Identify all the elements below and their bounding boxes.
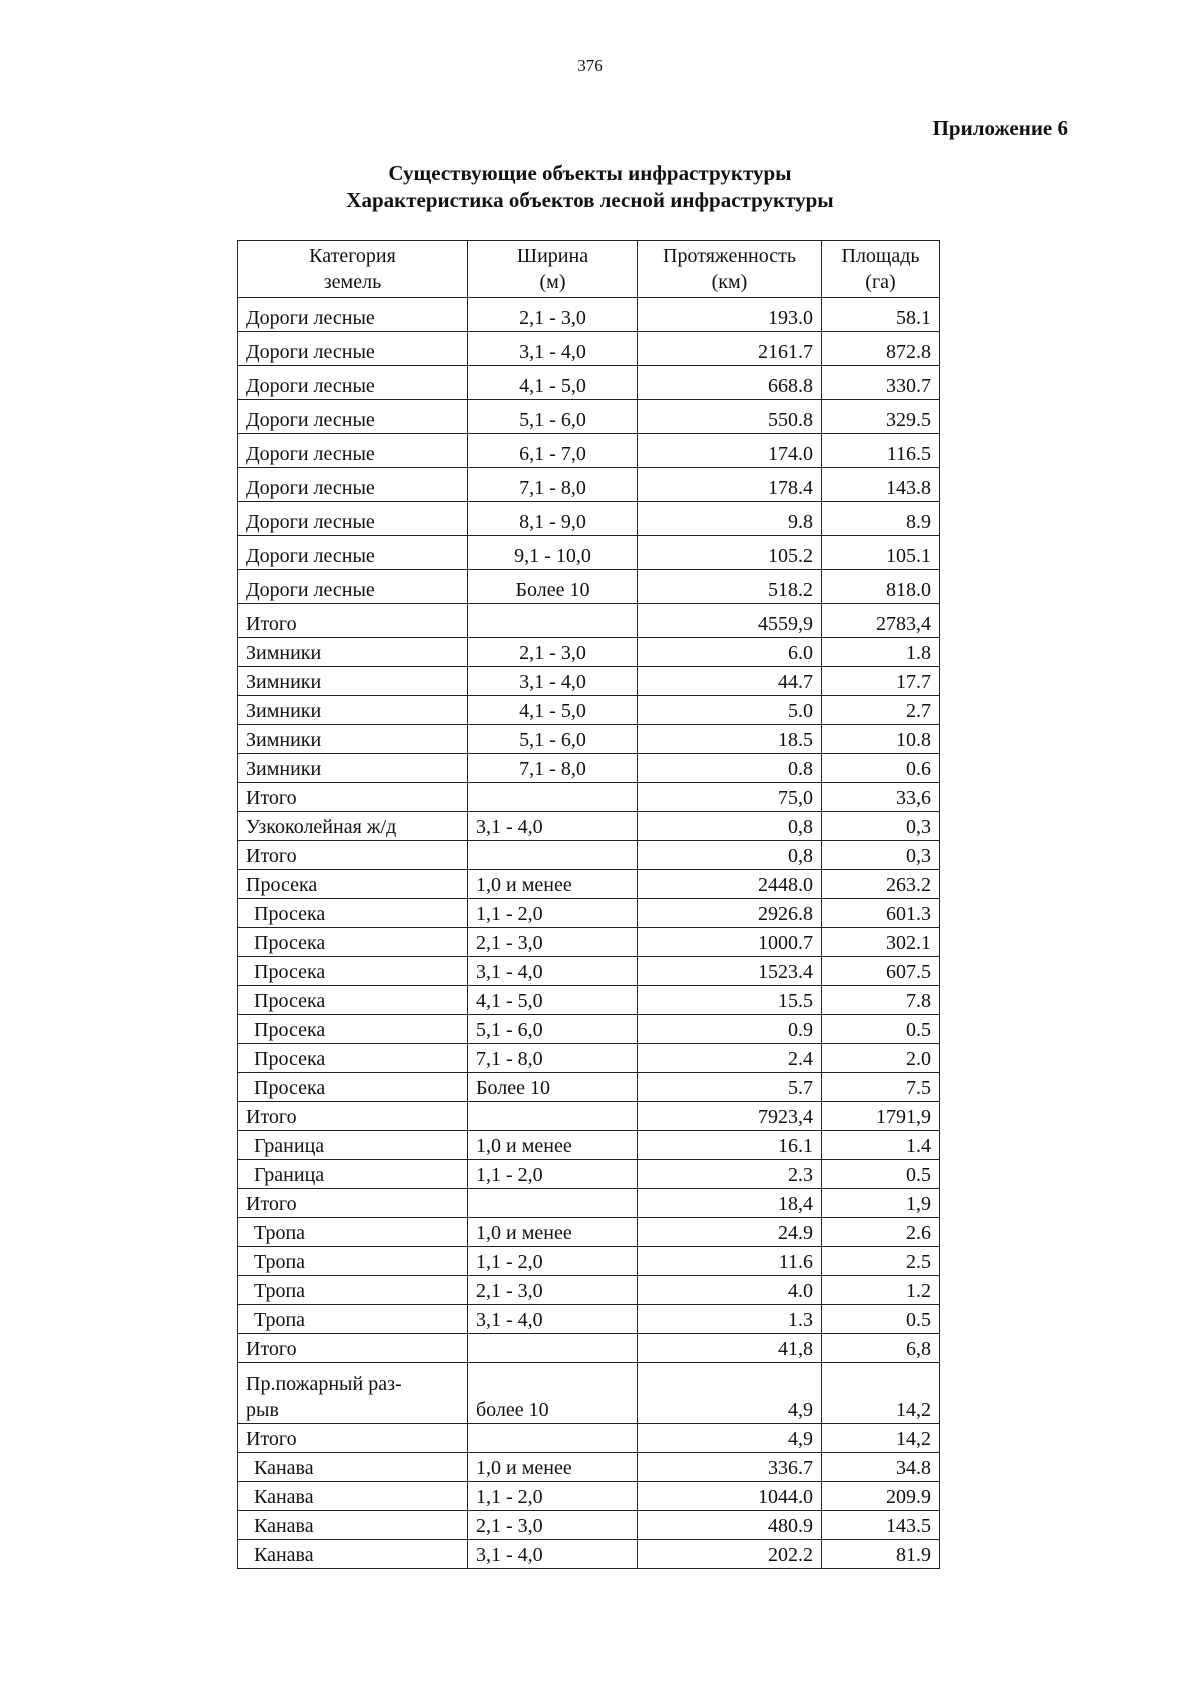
cell-category: Итого (238, 604, 468, 638)
cell-width: 4,1 - 5,0 (468, 366, 638, 400)
table-row (238, 986, 940, 1015)
cell-length: 0.9 (638, 1015, 822, 1044)
header-area (822, 241, 940, 298)
cell-category: Просека (238, 986, 468, 1015)
cell-length: 1000.7 (638, 928, 822, 957)
table-row (238, 1363, 940, 1424)
cell-category: Граница (238, 1160, 468, 1189)
cell-length: 16.1 (638, 1131, 822, 1160)
cell-category: Просека (238, 1044, 468, 1073)
cell-width: 2,1 - 3,0 (468, 638, 638, 667)
cell-area: 116.5 (822, 434, 940, 468)
cell-area: 2.5 (822, 1247, 940, 1276)
cell-length: 174.0 (638, 434, 822, 468)
document-title (0, 160, 1180, 214)
table-row (238, 1015, 940, 1044)
cell-category: Канава (238, 1453, 468, 1482)
cell-area: 607.5 (822, 957, 940, 986)
table-row (238, 1131, 940, 1160)
cell-length: 178.4 (638, 468, 822, 502)
table-row (238, 1247, 940, 1276)
cell-length: 75,0 (638, 783, 822, 812)
cell-length: 480.9 (638, 1511, 822, 1540)
cell-area: 330.7 (822, 366, 940, 400)
cell-area: 0.5 (822, 1305, 940, 1334)
cell-area: 105.1 (822, 536, 940, 570)
cell-length: 0,8 (638, 841, 822, 870)
table-row (238, 1511, 940, 1540)
cell-length: 6.0 (638, 638, 822, 667)
cell-category: Граница (238, 1131, 468, 1160)
cell-category: Итого (238, 1334, 468, 1363)
cell-width: 3,1 - 4,0 (468, 1540, 638, 1569)
table-row (238, 1305, 940, 1334)
table-row (238, 298, 940, 332)
cell-category: Тропа (238, 1247, 468, 1276)
header-length-line-1: Протяженность (663, 245, 796, 267)
cell-area: 1.8 (822, 638, 940, 667)
cell-area: 302.1 (822, 928, 940, 957)
cell-length: 9.8 (638, 502, 822, 536)
cell-area: 6,8 (822, 1334, 940, 1363)
cell-area: 58.1 (822, 298, 940, 332)
cell-area: 7.8 (822, 986, 940, 1015)
cell-width: 1,1 - 2,0 (468, 1482, 638, 1511)
cell-width (468, 1102, 638, 1131)
cell-area: 1.2 (822, 1276, 940, 1305)
cell-width: 3,1 - 4,0 (468, 667, 638, 696)
cell-category: Итого (238, 1102, 468, 1131)
cell-width: 1,0 и менее (468, 1131, 638, 1160)
cell-length: 11.6 (638, 1247, 822, 1276)
cell-category: Просека (238, 899, 468, 928)
cell-length: 668.8 (638, 366, 822, 400)
table-row (238, 696, 940, 725)
cell-length: 193.0 (638, 298, 822, 332)
header-category (238, 241, 468, 298)
cell-category: Дороги лесные (238, 536, 468, 570)
cell-length: 202.2 (638, 1540, 822, 1569)
cell-area: 81.9 (822, 1540, 940, 1569)
cell-area: 0.6 (822, 754, 940, 783)
cell-length: 18.5 (638, 725, 822, 754)
cell-width: 7,1 - 8,0 (468, 1044, 638, 1073)
table-row (238, 899, 940, 928)
header-width (468, 241, 638, 298)
table-row (238, 1189, 940, 1218)
cell-area: 17.7 (822, 667, 940, 696)
cell-area: 209.9 (822, 1482, 940, 1511)
cell-category: Канава (238, 1482, 468, 1511)
table-header (238, 241, 940, 298)
cell-width: 5,1 - 6,0 (468, 725, 638, 754)
cell-category: Зимники (238, 754, 468, 783)
cell-width: 1,1 - 2,0 (468, 899, 638, 928)
cell-category: Дороги лесные (238, 570, 468, 604)
cell-category: Итого (238, 841, 468, 870)
cell-length: 2.3 (638, 1160, 822, 1189)
cell-width (468, 1189, 638, 1218)
cell-category: Дороги лесные (238, 400, 468, 434)
cell-area: 14,2 (822, 1424, 940, 1453)
table-row (238, 434, 940, 468)
cell-category: Итого (238, 783, 468, 812)
cell-length: 0.8 (638, 754, 822, 783)
cell-category: Канава (238, 1540, 468, 1569)
cell-category: Тропа (238, 1218, 468, 1247)
table-row (238, 502, 940, 536)
cell-area: 818.0 (822, 570, 940, 604)
table-row (238, 400, 940, 434)
cell-width (468, 783, 638, 812)
cell-area: 2.0 (822, 1044, 940, 1073)
cell-category: Итого (238, 1424, 468, 1453)
table-row (238, 841, 940, 870)
cell-width: 3,1 - 4,0 (468, 1305, 638, 1334)
cell-width: 1,0 и менее (468, 1453, 638, 1482)
cell-category: Тропа (238, 1305, 468, 1334)
cell-length: 336.7 (638, 1453, 822, 1482)
table-row (238, 957, 940, 986)
cell-width: 8,1 - 9,0 (468, 502, 638, 536)
table-row (238, 812, 940, 841)
cell-length: 2926.8 (638, 899, 822, 928)
table-row (238, 332, 940, 366)
cell-category: Дороги лесные (238, 332, 468, 366)
cell-category: Дороги лесные (238, 502, 468, 536)
cell-area: 8.9 (822, 502, 940, 536)
cell-width: Более 10 (468, 1073, 638, 1102)
cell-area: 33,6 (822, 783, 940, 812)
header-row (238, 241, 940, 298)
cell-length: 105.2 (638, 536, 822, 570)
table-row (238, 1160, 940, 1189)
cell-width: 2,1 - 3,0 (468, 1276, 638, 1305)
cell-category: Тропа (238, 1276, 468, 1305)
cell-length: 44.7 (638, 667, 822, 696)
cell-category: Просека (238, 1073, 468, 1102)
table-row (238, 536, 940, 570)
cell-length: 4559,9 (638, 604, 822, 638)
cell-width: 3,1 - 4,0 (468, 812, 638, 841)
table-row (238, 1102, 940, 1131)
cell-width: 9,1 - 10,0 (468, 536, 638, 570)
cell-length: 41,8 (638, 1334, 822, 1363)
cell-area: 2.7 (822, 696, 940, 725)
infrastructure-table (237, 240, 940, 1569)
cell-category: Канава (238, 1511, 468, 1540)
cell-area: 143.5 (822, 1511, 940, 1540)
table-row (238, 468, 940, 502)
cell-area: 2.6 (822, 1218, 940, 1247)
cell-category: Зимники (238, 696, 468, 725)
cell-width (468, 1424, 638, 1453)
title-line-1: Существующие объекты инфраструктуры (388, 161, 792, 185)
table-row (238, 1540, 940, 1569)
cell-area: 1.4 (822, 1131, 940, 1160)
cell-area: 0,3 (822, 812, 940, 841)
cell-width: 1,0 и менее (468, 870, 638, 899)
cell-width: 3,1 - 4,0 (468, 332, 638, 366)
table-row (238, 1218, 940, 1247)
table-row (238, 754, 940, 783)
table-body (238, 298, 940, 1569)
cell-area: 263.2 (822, 870, 940, 899)
cell-width: 5,1 - 6,0 (468, 1015, 638, 1044)
cell-category: Просека (238, 957, 468, 986)
header-width-line-2: (м) (539, 271, 566, 293)
page-number: 376 (577, 56, 603, 75)
table-row (238, 783, 940, 812)
cell-category: Просека (238, 1015, 468, 1044)
header-area-line-2: (га) (865, 271, 896, 293)
cell-category: Зимники (238, 667, 468, 696)
table-row (238, 725, 940, 754)
cell-width: более 10 (468, 1363, 638, 1424)
cell-length: 1523.4 (638, 957, 822, 986)
table-row (238, 667, 940, 696)
cell-area: 34.8 (822, 1453, 940, 1482)
cell-category: Узкоколейная ж/д (238, 812, 468, 841)
cell-width: 1,0 и менее (468, 1218, 638, 1247)
cell-length: 2448.0 (638, 870, 822, 899)
header-category-line-1: Категория (309, 245, 396, 267)
cell-area: 14,2 (822, 1363, 940, 1424)
infrastructure-table-container (237, 240, 940, 1569)
cell-width: 3,1 - 4,0 (468, 957, 638, 986)
cell-category-line-2: рыв (246, 1399, 279, 1421)
cell-area: 1791,9 (822, 1102, 940, 1131)
cell-length: 5.0 (638, 696, 822, 725)
header-width-line-1: Ширина (516, 245, 589, 267)
cell-length: 5.7 (638, 1073, 822, 1102)
cell-length: 518.2 (638, 570, 822, 604)
table-row (238, 1044, 940, 1073)
cell-length: 15.5 (638, 986, 822, 1015)
cell-width: 2,1 - 3,0 (468, 298, 638, 332)
cell-length: 18,4 (638, 1189, 822, 1218)
cell-width: 1,1 - 2,0 (468, 1247, 638, 1276)
cell-category: Итого (238, 1189, 468, 1218)
cell-area: 601.3 (822, 899, 940, 928)
table-row (238, 570, 940, 604)
cell-length: 24.9 (638, 1218, 822, 1247)
cell-category: Дороги лесные (238, 468, 468, 502)
cell-category: Зимники (238, 725, 468, 754)
cell-category: Просека (238, 928, 468, 957)
appendix-label: Приложение 6 (932, 116, 1068, 140)
cell-area: 0.5 (822, 1015, 940, 1044)
cell-width: 2,1 - 3,0 (468, 1511, 638, 1540)
table-row (238, 1276, 940, 1305)
table-row (238, 604, 940, 638)
cell-length: 1044.0 (638, 1482, 822, 1511)
cell-area: 10.8 (822, 725, 940, 754)
cell-length: 2.4 (638, 1044, 822, 1073)
header-length-line-2: (км) (711, 271, 748, 293)
cell-length: 4,9 (638, 1424, 822, 1453)
cell-width: 7,1 - 8,0 (468, 754, 638, 783)
cell-length: 4,9 (638, 1363, 822, 1424)
cell-width: 1,1 - 2,0 (468, 1160, 638, 1189)
cell-length: 4.0 (638, 1276, 822, 1305)
cell-area: 0.5 (822, 1160, 940, 1189)
cell-width: 2,1 - 3,0 (468, 928, 638, 957)
cell-length: 7923,4 (638, 1102, 822, 1131)
cell-area: 329.5 (822, 400, 940, 434)
cell-category: Дороги лесные (238, 434, 468, 468)
table-row (238, 870, 940, 899)
cell-width: 5,1 - 6,0 (468, 400, 638, 434)
title-line-2: Характеристика объектов лесной инфраструктуры (346, 188, 834, 212)
cell-width: Более 10 (468, 570, 638, 604)
cell-category: Дороги лесные (238, 298, 468, 332)
cell-width: 4,1 - 5,0 (468, 986, 638, 1015)
cell-width (468, 604, 638, 638)
cell-category (238, 1363, 468, 1424)
header-category-line-2: земель (323, 271, 382, 293)
cell-category: Просека (238, 870, 468, 899)
cell-category-line-1: Пр.пожарный раз- (246, 1373, 402, 1395)
header-length (638, 241, 822, 298)
cell-area: 7.5 (822, 1073, 940, 1102)
header-area-line-1: Площадь (841, 245, 920, 267)
cell-length: 0,8 (638, 812, 822, 841)
cell-width: 6,1 - 7,0 (468, 434, 638, 468)
table-row (238, 1424, 940, 1453)
cell-category: Зимники (238, 638, 468, 667)
table-row (238, 1334, 940, 1363)
table-row (238, 928, 940, 957)
table-row (238, 366, 940, 400)
cell-area: 0,3 (822, 841, 940, 870)
cell-area: 1,9 (822, 1189, 940, 1218)
cell-width: 4,1 - 5,0 (468, 696, 638, 725)
table-row (238, 1453, 940, 1482)
cell-area: 2783,4 (822, 604, 940, 638)
cell-width: 7,1 - 8,0 (468, 468, 638, 502)
cell-length: 550.8 (638, 400, 822, 434)
cell-length: 1.3 (638, 1305, 822, 1334)
cell-area: 872.8 (822, 332, 940, 366)
cell-category: Дороги лесные (238, 366, 468, 400)
cell-area: 143.8 (822, 468, 940, 502)
table-row (238, 1073, 940, 1102)
cell-width (468, 1334, 638, 1363)
table-row (238, 1482, 940, 1511)
table-row (238, 638, 940, 667)
cell-width (468, 841, 638, 870)
cell-length: 2161.7 (638, 332, 822, 366)
